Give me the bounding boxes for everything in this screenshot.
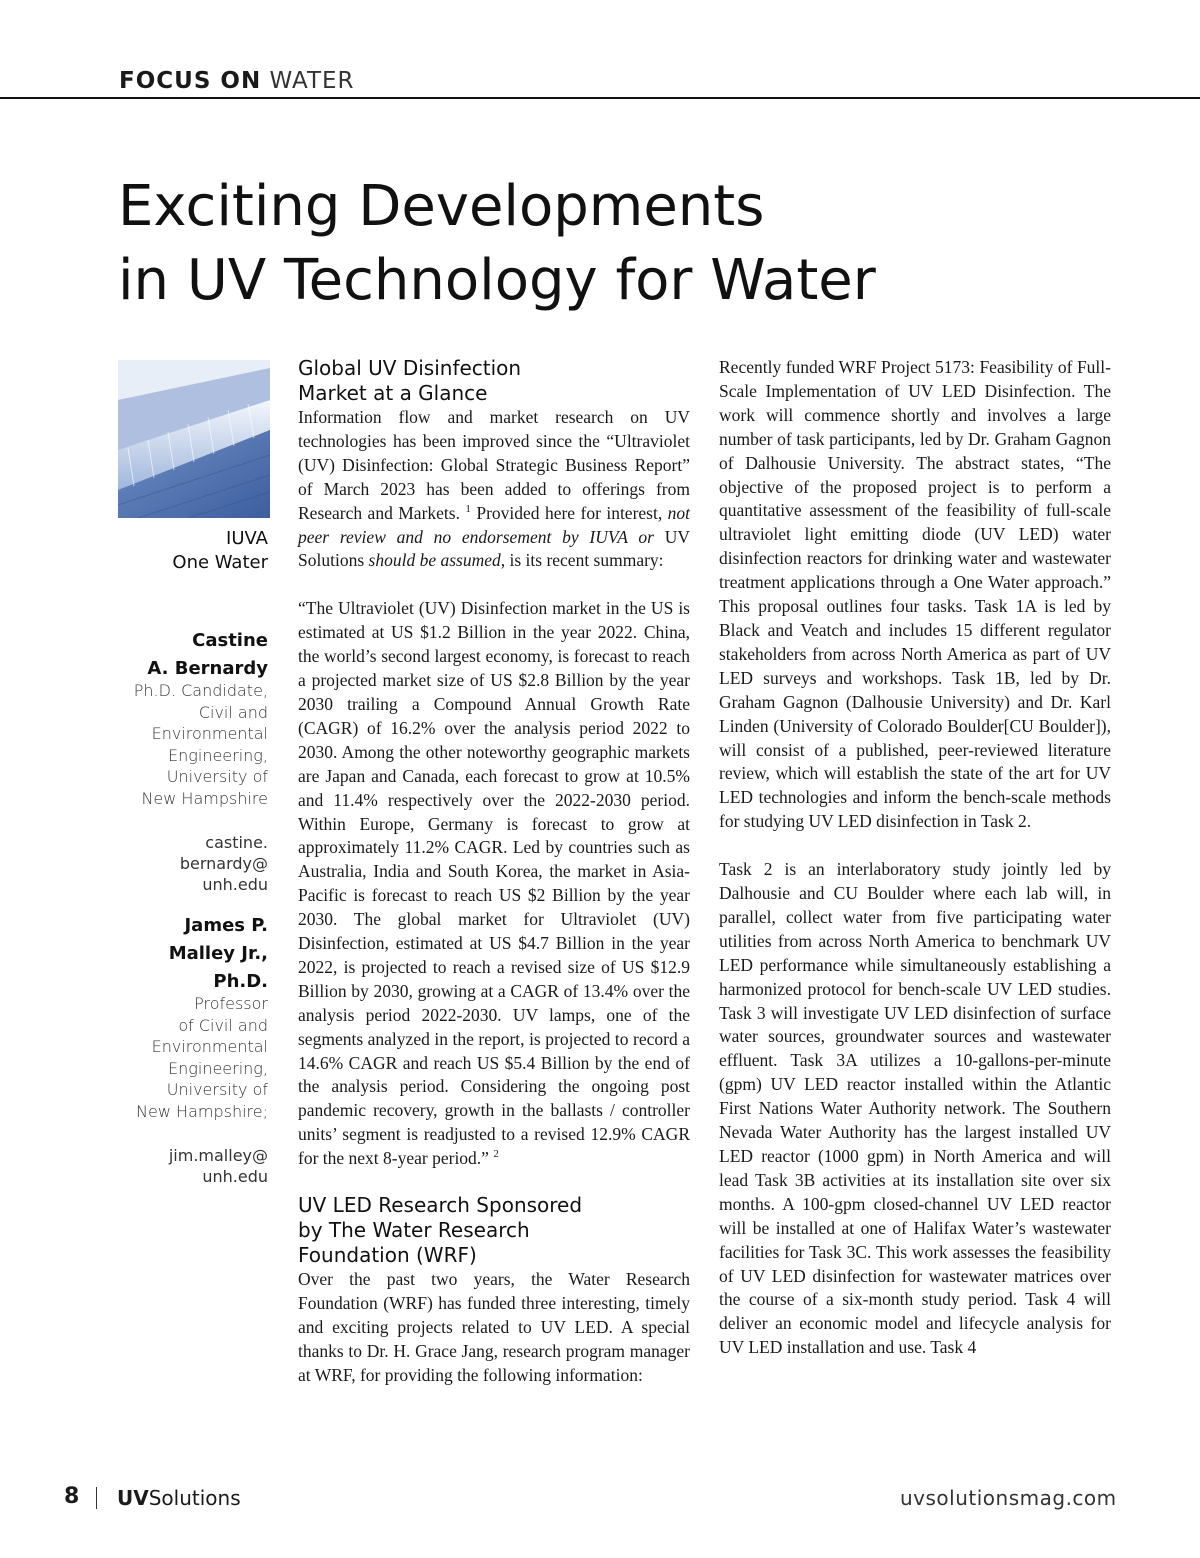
heading-line: by The Water Research [298,1218,530,1243]
text-run: UV Solutions [298,526,691,571]
author-2-name-line: Malley Jr., [168,943,268,964]
org-line-2: One Water [172,552,268,573]
author-2-name [100,912,268,996]
author-1-name-line: Castine [192,630,268,651]
author-1-affiliation [100,680,268,810]
affiliation-line: Ph.D. Candidate, [133,681,268,700]
water-weir-photo [118,360,270,518]
affiliation-line: Civil and [198,702,268,722]
text-run: Provided here for interest, [476,502,663,523]
author-1-name-line: A. Bernardy [147,658,268,679]
text-run: , is its recent summary: [500,550,664,571]
affiliation-line: University of [166,1080,268,1100]
affiliation-line: Professor [194,994,268,1013]
text-run: Information flow and market research on UV technologies has been improved since the “Ultraviolet (UV) Disinfection: Global Strategic Business Report” of March 2023 has been added to offerings from Research and Markets. [298,407,690,523]
affiliation-line: Engineering, [168,745,268,765]
author-2-email[interactable] [100,1145,268,1187]
author-1-email[interactable] [100,832,268,895]
author-2-affiliation [100,993,268,1123]
brand-light: Solutions [148,1486,241,1510]
affiliation-line: of Civil and [178,1015,268,1035]
brand-bold: UV [117,1486,149,1510]
footer-divider [96,1487,97,1509]
section-heading-wrf [298,1193,690,1268]
email-line: castine. [205,833,268,852]
affiliation-line: Environmental [151,1037,268,1057]
heading-line: Global UV Disinfection [298,356,522,380]
email-line: unh.edu [202,1167,268,1186]
email-line: bernardy@ [179,854,268,873]
affiliation-line: University of [166,767,268,787]
section-label-bold: FOCUS ON [119,68,262,94]
header-divider [0,97,1200,99]
website-link[interactable]: uvsolutionsmag.com [900,1486,1117,1510]
paragraph-quote [298,597,690,1171]
email-line: jim.malley@ [168,1146,268,1165]
author-1-name [100,627,268,683]
page-number: 8 [64,1484,80,1509]
section-heading-market [298,356,690,406]
title-line-1: Exciting Developments [118,174,765,239]
email-line: unh.edu [202,875,268,894]
italic-run: not peer review and no endorsement by IUVA or [298,502,691,547]
organization-label [100,527,268,575]
heading-line: Foundation (WRF) [298,1243,477,1268]
author-2-name-line: James P. [184,915,268,936]
affiliation-line: New Hampshire [141,788,268,808]
text-run: “The Ultraviolet (UV) Disinfection market in the US is estimated at US $1.2 Billion in the year 2022. China, the world’s second largest economy, is forecast to reach a projected market size of US $2.8 Billion by the year 2030 trailing a Compound Annual Growth Rate (CAGR) of 16.2% over the analysis period 2022 to 2030. Among the other noteworthy geographic markets are Japan and Canada, each forecast to grow at 10.5% and 11.4% respectively over the 2022-2030 period. Within Europe, Germany is forecast to grow at approximately 11.2% CAGR. Led by countries such as Australia, India and South Korea, the market in Asia-Pacific is forecast to reach US $2 Billion by the year 2030. The global market for Ultraviolet (UV) Disinfection, estimated at US $4.7 Billion in the year 2022, is projected to reach a revised size of US $12.9 Billion by 2030, growing at a CAGR of 13.4% over the analysis period 2022-2030. UV lamps, one of the segments analyzed in the report, is projected to record a 14.6% CAGR and reach US $5.4 Billion by the end of the analysis period. Considering the ongoing post pandemic recovery, growth in the ballasts / controller units’ segment is readjusted to a revised 12.9% CAGR for the next 8-year period.” [298,598,690,1169]
heading-line: Market at a Glance [298,381,488,405]
title-line-2: in UV Technology for Water [118,248,876,313]
paragraph-intro [298,406,690,573]
affiliation-line: New Hampshire; [136,1101,268,1121]
heading-line: UV LED Research Sponsored [298,1193,583,1218]
affiliation-line: Engineering, [168,1058,268,1078]
footnote-ref[interactable]: 1 [465,502,471,515]
paragraph-project-5173: Recently funded WRF Project 5173: Feasibility of Full-Scale Implementation of UV LED Disinfection. The work will commence shortly and involves a large number of task participants, led by Dr. Graham Gagnon of Dalhousie University. The abstract states, “The objective of the proposed project is to perform a quantitative assessment of the feasibility of full-scale ultraviolet light emitting diode (UV LED) water disinfection reactors for drinking water and wastewater treatment applications through a One Water approach.” This proposal outlines four tasks. Task 1A is led by Black and Veatch and includes 15 different regulator stakeholders from across North America as part of UV LED surveys and workshops. Task 1B, led by Dr. Graham Gagnon (Dalhousie University) and Dr. Karl Linden (University of Colorado Boulder[CU Boulder]), will consist of a published, peer-reviewed literature review, which will establish the state of the art for UV LED technologies and inform the bench-scale methods for studying UV LED disinfection in Task 2. [719,357,1111,832]
author-2-name-line: Ph.D. [213,971,268,992]
footnote-ref[interactable]: 2 [493,1148,499,1161]
article-title [118,170,1118,318]
publication-brand [117,1486,241,1510]
article-column-2 [719,356,1111,1360]
org-line-1: IUVA [226,528,268,549]
paragraph-wrf: Over the past two years, the Water Research Foundation (WRF) has funded three interesting, timely and exciting projects related to UV LED. A special thanks to Dr. H. Grace Jang, research program manager at WRF, for providing the following information: [298,1269,690,1385]
section-header [119,66,355,96]
page-footer [0,1484,1200,1514]
section-label-light: WATER [269,68,355,94]
affiliation-line: Environmental [151,724,268,744]
paragraph-task-2: Task 2 is an interlaboratory study jointly led by Dalhousie and CU Boulder where each lab will, in parallel, collect water from five participating water utilities from across North America to benchmark UV LED performance while simultaneously establishing a harmonized protocol for bench-scale UV LED studies. Task 3 will investigate UV LED disinfection of surface water sources, groundwater sources and wastewater effluent. Task 3A utilizes a 10-gallons-per-minute (gpm) UV LED reactor installed within the Atlantic First Nations Water Authority network. The Southern Nevada Water Authority has the largest installed UV LED reactor (1000 gpm) in North America and will lead Task 3B activities at its installation site over six months. A 100-gpm closed-channel UV LED reactor will be installed at one of Halifax Water’s wastewater facilities for Task 3C. This work assesses the feasibility of UV LED disinfection for wastewater matrices over the course of a six-month study period. Task 4 will deliver an economic model and lifecycle analysis for UV LED installation and use. Task 4 [719,859,1111,1358]
article-column-1 [298,356,690,1388]
italic-run: should be assumed [368,550,501,571]
